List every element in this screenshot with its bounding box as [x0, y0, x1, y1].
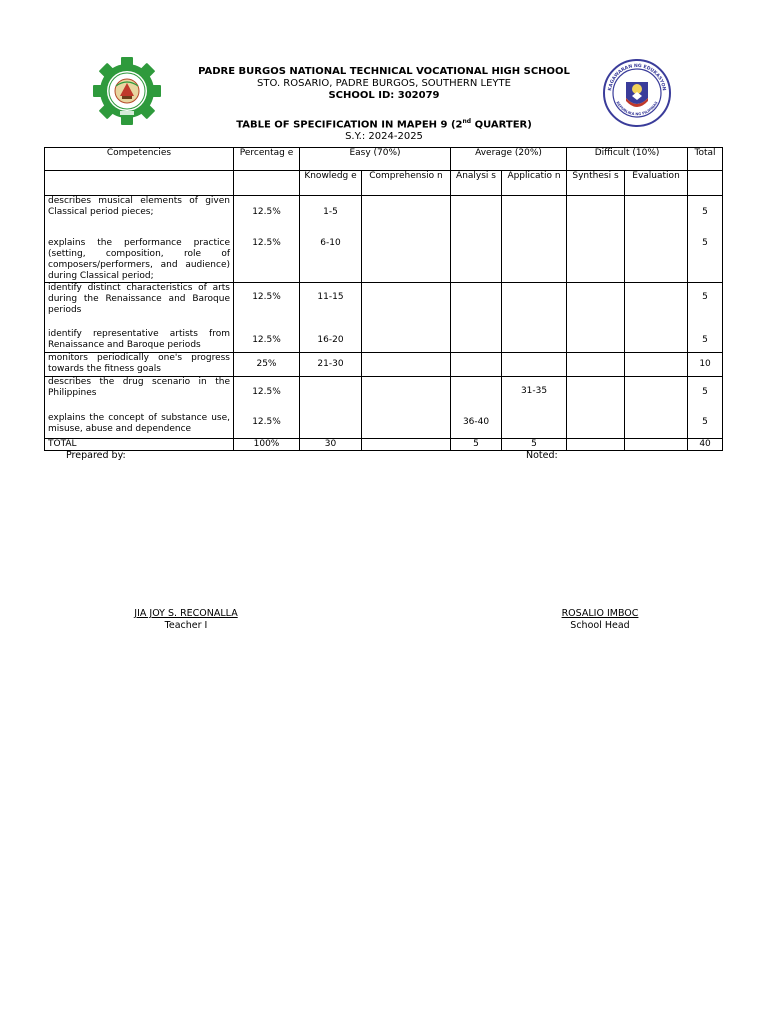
- total-cell: 10: [688, 353, 723, 377]
- header-total: Total: [688, 148, 723, 171]
- knowledge-cell: 1-5: [323, 207, 338, 217]
- total-cell: 5: [702, 387, 708, 397]
- total-application: 5: [502, 439, 567, 451]
- preparer-signature-block: [96, 608, 276, 632]
- table-row-group-1: [45, 196, 723, 283]
- table-row-group-2: [45, 283, 723, 353]
- header-application: Applicatio n: [502, 171, 567, 196]
- header-row-2: [45, 171, 723, 196]
- analysis-cell: 36-40: [462, 417, 490, 427]
- document-header: [170, 66, 598, 143]
- noted-label: Noted:: [526, 450, 558, 461]
- school-id: SCHOOL ID: 302079: [328, 90, 440, 101]
- knowledge-cell: 6-10: [320, 238, 341, 248]
- school-name: PADRE BURGOS NATIONAL TECHNICAL VOCATIONAL HIGH SCHOOL: [198, 66, 570, 77]
- competency-cell: identify distinct characteristics of arts during the Renaissance and Baroque periods: [48, 283, 230, 315]
- svg-text:KAGAWARAN NG EDUKASYON: KAGAWARAN NG EDUKASYON: [608, 63, 666, 92]
- total-percentage: 100%: [234, 439, 300, 451]
- specification-table: [44, 147, 723, 451]
- preparer-title: Teacher I: [164, 620, 208, 631]
- header-average: Average (20%): [451, 148, 567, 171]
- knowledge-cell: 16-20: [317, 335, 344, 345]
- header-row-1: [45, 148, 723, 171]
- header-competencies: Competencies: [45, 148, 234, 171]
- school-seal-logo: [92, 56, 162, 126]
- total-cell: 5: [702, 292, 708, 302]
- prepared-by-label: Prepared by:: [66, 450, 126, 461]
- school-year: S.Y.: 2024-2025: [345, 131, 423, 143]
- header-analysis: Analysi s: [451, 171, 502, 196]
- percentage-cell: 12.5%: [252, 417, 281, 427]
- percentage-cell: 25%: [234, 353, 300, 377]
- percentage-cell: 12.5%: [252, 387, 281, 397]
- total-label: TOTAL: [45, 439, 234, 451]
- header-knowledge: Knowledg e: [300, 171, 362, 196]
- header-difficult: Difficult (10%): [567, 148, 688, 171]
- total-knowledge: 30: [300, 439, 362, 451]
- competency-cell: monitors periodically one's progress towards the fitness goals: [45, 353, 234, 377]
- total-cell: 5: [702, 207, 708, 217]
- application-cell: 31-35: [520, 386, 548, 396]
- competency-cell: explains the concept of substance use, misuse, abuse and dependence: [48, 413, 230, 434]
- head-signature-block: [520, 608, 680, 632]
- total-analysis: 5: [451, 439, 502, 451]
- percentage-cell: 12.5%: [252, 238, 281, 248]
- competency-cell: describes musical elements of given Classical period pieces;: [48, 196, 230, 217]
- header-easy: Easy (70%): [300, 148, 451, 171]
- knowledge-cell: 11-15: [317, 292, 344, 302]
- total-cell: 5: [702, 417, 708, 427]
- percentage-cell: 12.5%: [252, 292, 281, 302]
- competency-cell: identify representative artists from Renaissance and Baroque periods: [48, 329, 230, 350]
- deped-seal-logo: [602, 58, 672, 128]
- head-name: ROSALIO IMBOC: [561, 608, 639, 619]
- header-percentage: Percentag e: [234, 148, 300, 171]
- header-synthesis: Synthesi s: [567, 171, 625, 196]
- head-title: School Head: [570, 620, 630, 631]
- percentage-cell: 12.5%: [252, 335, 281, 345]
- header-evaluation: Evaluation: [625, 171, 688, 196]
- total-cell: 5: [702, 335, 708, 345]
- document-title: TABLE OF SPECIFICATION IN MAPEH 9 (2nd QUARTER): [236, 118, 532, 131]
- school-address: STO. ROSARIO, PADRE BURGOS, SOUTHERN LEYTE: [257, 78, 511, 89]
- svg-text:REPUBLIKA NG PILIPINAS: REPUBLIKA NG PILIPINAS: [615, 100, 659, 117]
- competency-cell: explains the performance practice (setting, composition, role of composers/performers, and audience) during Classical period;: [48, 238, 230, 281]
- competency-cell: describes the drug scenario in the Philippines: [48, 377, 230, 398]
- total-cell: 5: [702, 238, 708, 248]
- percentage-cell: 12.5%: [252, 207, 281, 217]
- table-total-row: [45, 439, 723, 451]
- header-comprehension: Comprehensio n: [362, 171, 451, 196]
- table-row-group-3: [45, 353, 723, 377]
- grand-total: 40: [688, 439, 723, 451]
- preparer-name: JIA JOY S. RECONALLA: [134, 608, 238, 619]
- knowledge-cell: 21-30: [300, 353, 362, 377]
- table-row-group-4: [45, 377, 723, 439]
